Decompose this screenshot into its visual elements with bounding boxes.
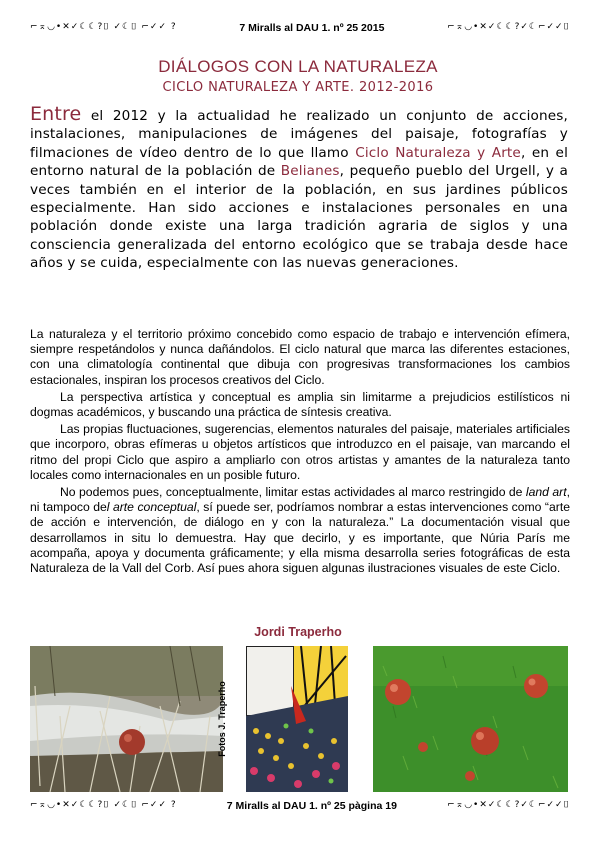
body-paragraph-1: La naturaleza y el territorio próximo concebido como espacio de trabajo e intervención efímera, siempre respetándolos y nunca dañándolos. El ciclo natural que marca las diferentes estaciones, con una climatología continental que dibuja con progresivas transformaciones los cambios estacionales, inspiran los procesos creativos del Ciclo. — [30, 327, 570, 387]
p4-text-a: No podemos pues, conceptualmente, limitar estas actividades al marco restringido de — [60, 485, 526, 500]
article-title: DIÁLOGOS CON LA NATURALEZA — [158, 57, 438, 76]
lead-text-1: el 2012 y la actualidad he realizado un conjunto de acciones, instalaciones, manipulaciones de imágenes del paisaje, fotografías y filmaciones de vídeo dentro de lo que llamo — [30, 108, 568, 161]
lead-highlight-cycle: Ciclo Naturaleza y Arte — [355, 144, 521, 161]
p4-text-b: , ni tampoco de — [30, 485, 570, 515]
lead-first-word: Entre — [30, 103, 82, 125]
body-paragraph-4 — [30, 485, 570, 576]
body-paragraph-2: La perspectiva artística y conceptual es amplia sin limitarme a prejudicios estilísticos ni dogmas académicos, y buscando una práctica de síntesis creativa. — [30, 389, 570, 420]
header-dingbats-right: ⌐⌅◡•✕✓☾☾?✓☾⌐✓✓⌷ — [447, 22, 570, 32]
author-signature: Jordi Traperho — [254, 625, 342, 639]
article-body — [30, 327, 570, 576]
lead-highlight-town: Belianes — [280, 163, 340, 180]
p4-land-art: land art — [525, 485, 567, 500]
page-footer — [30, 800, 570, 812]
lead-text-2: , en el entorno natural de la población de — [30, 144, 568, 180]
lead-paragraph — [30, 105, 568, 273]
header-journal-info: 7 Miralls al DAU 1. nº 25 2015 — [239, 22, 385, 34]
photo-balls-on-grass — [373, 646, 568, 792]
p4-text-c: , sí puede ser, podríamos nombrar a estas intervenciones como “arte de acción e intervención, de diálogo en y con la naturaleza.” La documentación visual que desarrollamos in situ lo demuestra. Hay que decirlo, y es importante, que Núria París me acompaña, apoya y documenta gráficamente; y ella misma desarrolla series fotográficas de esta Naturaleza de la Vall del Corb. Así pues ahora siguen algunas ilustraciones visuales de este Ciclo. — [30, 500, 570, 576]
header-dingbats-left: ⌐⌅◡•✕✓☾☾?⌷ ✓☾⌷ ⌐✓✓ ? — [30, 22, 177, 32]
article-subtitle: CICLO NATURALEZA Y ARTE. 2012-2016 — [162, 80, 434, 95]
footer-dingbats-left: ⌐⌅◡•✕✓☾☾?⌷ ✓☾⌷ ⌐✓✓ ? — [30, 800, 177, 810]
footer-dingbats-right: ⌐⌅◡•✕✓☾☾?✓☾⌐✓✓⌷ — [447, 800, 570, 810]
body-paragraph-3: Las propias fluctuaciones, sugerencias, elementos naturales del paisaje, materiales artificiales que incorporo, obras efímeras u objetos artísticos que introduzco en el paisaje, van marcando el ritmo del propi Ciclo que aspiro a ampliarlo con otros artistas y amantes de la naturaleza tanto locales como internacionales en un posible futuro. — [30, 422, 570, 482]
photo-painted-installation — [246, 646, 348, 792]
footer-journal-info: 7 Miralls al DAU 1. nº 25 pàgina 19 — [226, 800, 397, 812]
page-header — [30, 22, 570, 34]
photo-stream-with-ball — [30, 646, 223, 792]
p4-conceptual-art: l arte conceptual — [106, 500, 197, 515]
photo-credit: Fotos J. Traperho — [217, 681, 227, 757]
lead-text-3: , pequeño pueblo del Urgell, y a veces también en el interior de la población, en sus jardines públicos especialmente. Han sido acciones e instalaciones personales en una población donde existe una larga tradición agraria de siglos y una consciencia generalizada del entorno ecológico que se trabaja desde hace años y se cuida, especialmente con las nuevas generaciones. — [30, 163, 568, 272]
